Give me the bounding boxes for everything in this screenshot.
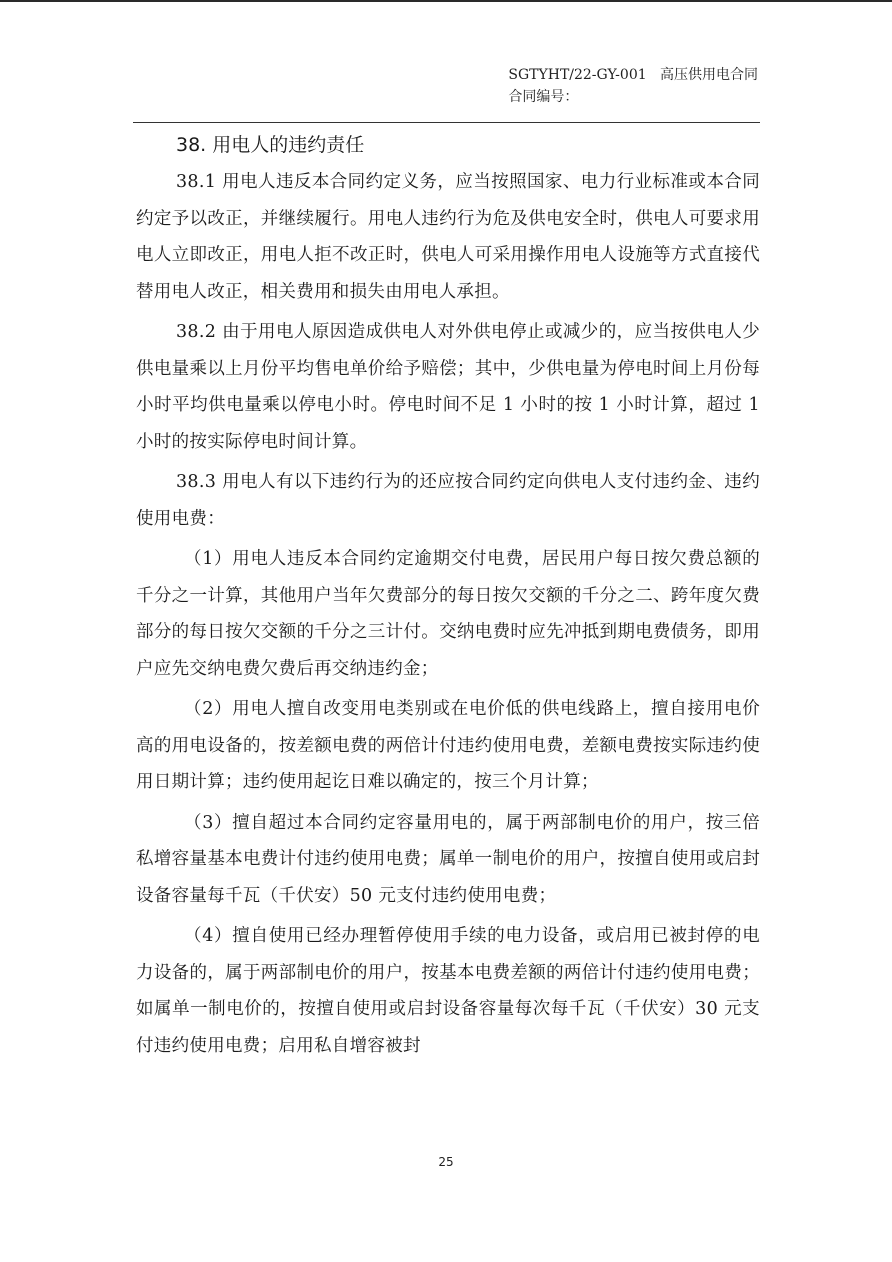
clause-38-2: 38.2 由于用电人原因造成供电人对外供电停止或减少的，应当按供电人少供电量乘以上月份平均售电单价给予赔偿；其中，少供电量为停电时间上月份每小时平均供电量乘以停电小时。停电时间不足 1 小时的按 1 小时计算，超过 1 小时的按实际停电时间计算。 [136, 322, 760, 452]
clause-item-4: （4）擅自使用已经办理暂停使用手续的电力设备，或启用已被封停的电力设备的，属于两部制电价的用户，按基本电费差额的两倍计付违约使用电费；如属单一制电价的，按擅自使用或启封设备容量每次每千瓦（千伏安）30 元支付违约使用电费；启用私自增容被封 [136, 926, 760, 1056]
section-title: 38. 用电人的违约责任 [176, 134, 365, 156]
clause-item-2: （2）用电人擅自改变用电类别或在电价低的供电线路上，擅自接用电价高的用电设备的，按差额电费的两倍计付违约使用电费，差额电费按实际违约使用日期计算；违约使用起讫日难以确定的，按三个月计算； [136, 699, 760, 792]
header-row-number [508, 86, 758, 108]
contract-code: SGTYHT/22-GY-001 [508, 67, 647, 83]
header-divider [133, 122, 760, 123]
contract-number-label: 合同编号： [508, 89, 579, 105]
page-body [136, 128, 760, 1068]
header-row-contract [508, 64, 758, 86]
clause-item-1: （1）用电人违反本合同约定逾期交付电费，居民用户每日按欠费总额的千分之一计算，其他用户当年欠费部分的每日按欠交额的千分之二、跨年度欠费部分的每日按欠交额的千分之三计付。交纳电费时应先冲抵到期电费债务，即用户应先交纳电费欠费后再交纳违约金； [136, 549, 760, 679]
clause-item-3: （3）擅自超过本合同约定容量用电的，属于两部制电价的用户，按三倍私增容量基本电费计付违约使用电费；属单一制电价的用户，按擅自使用或启封设备容量每千瓦（千伏安）50 元支付违约使用电费； [136, 812, 760, 906]
contract-title: 高压供用电合同 [660, 67, 758, 83]
document-header [508, 64, 758, 108]
clause-38-1: 38.1 用电人违反本合同约定义务，应当按照国家、电力行业标准或本合同约定予以改正，并继续履行。用电人违约行为危及供电安全时，供电人可要求用电人立即改正，用电人拒不改正时，供电人可采用操作用电人设施等方式直接代替用电人改正，相关费用和损失由用电人承担。 [136, 172, 760, 302]
page-number: 25 [438, 1155, 454, 1169]
clause-38-3: 38.3 用电人有以下违约行为的还应按合同约定向供电人支付违约金、违约使用电费： [136, 472, 760, 529]
page-top-border [0, 0, 892, 2]
